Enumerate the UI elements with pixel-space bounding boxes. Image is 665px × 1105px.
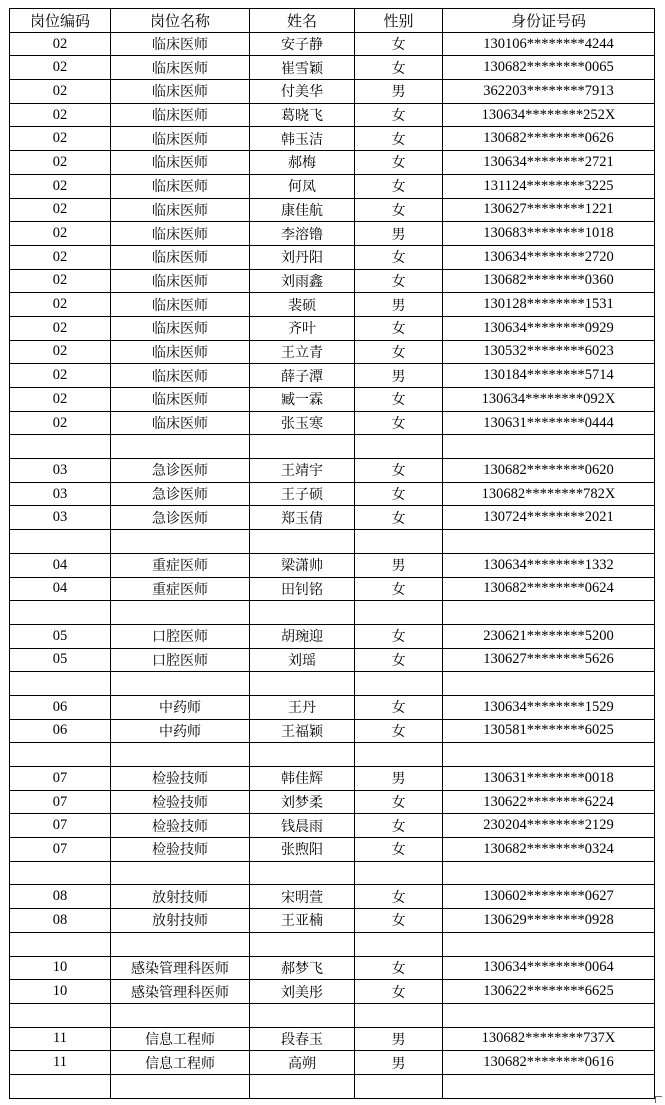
post-name-cell: 临床医师 [111, 32, 250, 56]
id-number-cell: 130622********6625 [443, 980, 655, 1004]
name-cell: 宋明萱 [250, 885, 355, 909]
gender-cell: 女 [355, 956, 443, 980]
table-row [10, 624, 655, 648]
name-cell: 康佳航 [250, 198, 355, 222]
gender-cell: 女 [355, 838, 443, 862]
gender-cell: 女 [355, 411, 443, 435]
id-number-cell [443, 672, 655, 696]
table-body [10, 32, 655, 1098]
gender-cell: 女 [355, 980, 443, 1004]
post-name-cell: 检验技师 [111, 767, 250, 791]
table-row [10, 932, 655, 956]
table-row [10, 1051, 655, 1075]
gender-cell: 女 [355, 127, 443, 151]
name-cell: 何凤 [250, 174, 355, 198]
name-cell: 崔雪颖 [250, 56, 355, 80]
id-number-cell [443, 743, 655, 767]
post-name-cell: 临床医师 [111, 198, 250, 222]
post-code-cell: 02 [10, 198, 111, 222]
post-code-cell: 07 [10, 814, 111, 838]
table-row [10, 56, 655, 80]
gender-cell: 女 [355, 103, 443, 127]
id-number-cell: 130631********0018 [443, 767, 655, 791]
gender-cell: 女 [355, 814, 443, 838]
name-cell: 张煦阳 [250, 838, 355, 862]
post-name-cell: 临床医师 [111, 245, 250, 269]
id-number-cell: 130634********0064 [443, 956, 655, 980]
id-number-cell: 130634********092X [443, 388, 655, 412]
gender-cell: 男 [355, 767, 443, 791]
id-number-cell: 130634********0929 [443, 316, 655, 340]
table-row [10, 482, 655, 506]
id-number-cell: 130682********0624 [443, 577, 655, 601]
name-cell: 刘瑶 [250, 648, 355, 672]
gender-cell [355, 1003, 443, 1027]
id-number-cell: 130682********0616 [443, 1051, 655, 1075]
id-number-cell: 230621********5200 [443, 624, 655, 648]
gender-cell: 女 [355, 56, 443, 80]
post-code-cell: 02 [10, 411, 111, 435]
name-cell: 王靖宇 [250, 459, 355, 483]
post-code-cell: 05 [10, 624, 111, 648]
name-cell: 薛子潭 [250, 364, 355, 388]
name-cell: 葛晓飞 [250, 103, 355, 127]
gender-cell: 女 [355, 648, 443, 672]
gender-cell: 女 [355, 482, 443, 506]
name-cell: 付美华 [250, 80, 355, 104]
id-number-cell: 130106********4244 [443, 32, 655, 56]
id-number-cell: 130622********6224 [443, 790, 655, 814]
id-number-cell: 130682********0360 [443, 269, 655, 293]
post-name-cell: 临床医师 [111, 151, 250, 175]
header-gender: 性别 [355, 9, 443, 33]
post-code-cell: 07 [10, 790, 111, 814]
id-number-cell: 130634********2721 [443, 151, 655, 175]
id-number-cell: 131124********3225 [443, 174, 655, 198]
id-number-cell: 130184********5714 [443, 364, 655, 388]
post-name-cell: 感染管理科医师 [111, 956, 250, 980]
name-cell: 王立青 [250, 340, 355, 364]
post-name-cell: 中药师 [111, 719, 250, 743]
table-row [10, 127, 655, 151]
id-number-cell [443, 1003, 655, 1027]
id-number-cell [443, 530, 655, 554]
id-number-cell: 130682********782X [443, 482, 655, 506]
table-row [10, 198, 655, 222]
post-name-cell: 临床医师 [111, 340, 250, 364]
post-code-cell: 02 [10, 174, 111, 198]
post-name-cell: 急诊医师 [111, 459, 250, 483]
gender-cell: 女 [355, 909, 443, 933]
table-row [10, 695, 655, 719]
name-cell: 王亚楠 [250, 909, 355, 933]
name-cell [250, 530, 355, 554]
name-cell: 韩佳辉 [250, 767, 355, 791]
id-number-cell: 130683********1018 [443, 222, 655, 246]
post-name-cell [111, 435, 250, 459]
id-number-cell [443, 932, 655, 956]
post-code-cell: 06 [10, 695, 111, 719]
post-code-cell: 11 [10, 1051, 111, 1075]
gender-cell: 女 [355, 624, 443, 648]
post-name-cell: 临床医师 [111, 364, 250, 388]
name-cell [250, 743, 355, 767]
post-code-cell: 06 [10, 719, 111, 743]
gender-cell: 男 [355, 293, 443, 317]
post-code-cell [10, 1003, 111, 1027]
name-cell: 田钊铭 [250, 577, 355, 601]
header-id-number: 身份证号码 [443, 9, 655, 33]
post-code-cell [10, 743, 111, 767]
post-code-cell: 08 [10, 885, 111, 909]
post-code-cell: 02 [10, 269, 111, 293]
name-cell: 韩玉洁 [250, 127, 355, 151]
post-name-cell: 信息工程师 [111, 1027, 250, 1051]
gender-cell [355, 932, 443, 956]
table-row [10, 316, 655, 340]
table-row [10, 506, 655, 530]
name-cell: 齐叶 [250, 316, 355, 340]
table-row [10, 553, 655, 577]
name-cell: 王子硕 [250, 482, 355, 506]
table-row [10, 174, 655, 198]
id-number-cell: 130682********0626 [443, 127, 655, 151]
post-name-cell: 重症医师 [111, 577, 250, 601]
post-code-cell: 02 [10, 127, 111, 151]
post-code-cell: 02 [10, 222, 111, 246]
gender-cell: 女 [355, 388, 443, 412]
gender-cell: 男 [355, 364, 443, 388]
post-code-cell: 10 [10, 956, 111, 980]
post-name-cell: 口腔医师 [111, 624, 250, 648]
gender-cell: 女 [355, 790, 443, 814]
post-name-cell: 感染管理科医师 [111, 980, 250, 1004]
name-cell: 裴硕 [250, 293, 355, 317]
post-name-cell: 放射技师 [111, 885, 250, 909]
id-number-cell: 130128********1531 [443, 293, 655, 317]
table-row [10, 1003, 655, 1027]
table-row [10, 245, 655, 269]
gender-cell: 女 [355, 885, 443, 909]
post-name-cell: 中药师 [111, 695, 250, 719]
post-code-cell [10, 601, 111, 625]
table-row [10, 743, 655, 767]
gender-cell: 女 [355, 32, 443, 56]
header-name: 姓名 [250, 9, 355, 33]
post-code-cell [10, 672, 111, 696]
id-number-cell: 362203********7913 [443, 80, 655, 104]
name-cell [250, 861, 355, 885]
gender-cell: 女 [355, 174, 443, 198]
post-name-cell [111, 743, 250, 767]
table-row [10, 861, 655, 885]
name-cell [250, 672, 355, 696]
header-post-code: 岗位编码 [10, 9, 111, 33]
gender-cell: 女 [355, 245, 443, 269]
table-row [10, 672, 655, 696]
table-row [10, 364, 655, 388]
id-number-cell [443, 1074, 655, 1098]
post-name-cell [111, 601, 250, 625]
table-row [10, 838, 655, 862]
table-row [10, 222, 655, 246]
table-row [10, 80, 655, 104]
id-number-cell: 130682********0620 [443, 459, 655, 483]
post-code-cell: 02 [10, 103, 111, 127]
name-cell: 郝梅 [250, 151, 355, 175]
id-number-cell: 130724********2021 [443, 506, 655, 530]
id-number-cell [443, 861, 655, 885]
table-row [10, 435, 655, 459]
gender-cell: 女 [355, 506, 443, 530]
name-cell: 段春玉 [250, 1027, 355, 1051]
post-code-cell: 03 [10, 482, 111, 506]
id-number-cell: 230204********2129 [443, 814, 655, 838]
name-cell [250, 932, 355, 956]
gender-cell: 男 [355, 1051, 443, 1075]
gender-cell: 男 [355, 553, 443, 577]
name-cell: 臧一霖 [250, 388, 355, 412]
post-name-cell: 急诊医师 [111, 482, 250, 506]
table-row [10, 577, 655, 601]
post-name-cell: 临床医师 [111, 127, 250, 151]
post-code-cell [10, 435, 111, 459]
gender-cell: 女 [355, 695, 443, 719]
post-code-cell: 08 [10, 909, 111, 933]
gender-cell: 男 [355, 222, 443, 246]
post-code-cell [10, 932, 111, 956]
name-cell: 刘雨鑫 [250, 269, 355, 293]
post-name-cell: 临床医师 [111, 103, 250, 127]
post-name-cell: 临床医师 [111, 222, 250, 246]
gender-cell: 女 [355, 577, 443, 601]
post-code-cell: 10 [10, 980, 111, 1004]
post-code-cell: 03 [10, 459, 111, 483]
id-number-cell: 130682********0324 [443, 838, 655, 862]
post-code-cell: 02 [10, 245, 111, 269]
post-code-cell: 02 [10, 80, 111, 104]
id-number-cell: 130634********1332 [443, 553, 655, 577]
post-name-cell [111, 1003, 250, 1027]
name-cell: 胡琬迎 [250, 624, 355, 648]
table-row [10, 459, 655, 483]
post-name-cell: 检验技师 [111, 814, 250, 838]
id-number-cell: 130627********1221 [443, 198, 655, 222]
name-cell: 刘梦柔 [250, 790, 355, 814]
gender-cell [355, 672, 443, 696]
table-row [10, 814, 655, 838]
name-cell [250, 435, 355, 459]
post-name-cell: 临床医师 [111, 80, 250, 104]
table-row [10, 601, 655, 625]
table-row [10, 269, 655, 293]
gender-cell: 女 [355, 719, 443, 743]
gender-cell [355, 601, 443, 625]
table-row [10, 909, 655, 933]
header-post-name: 岗位名称 [111, 9, 250, 33]
name-cell [250, 1003, 355, 1027]
table-row [10, 411, 655, 435]
name-cell: 梁潇帅 [250, 553, 355, 577]
name-cell: 高朔 [250, 1051, 355, 1075]
table-row [10, 885, 655, 909]
gender-cell: 女 [355, 340, 443, 364]
table-row [10, 956, 655, 980]
id-number-cell [443, 435, 655, 459]
id-number-cell: 130634********2720 [443, 245, 655, 269]
post-name-cell: 口腔医师 [111, 648, 250, 672]
post-code-cell: 07 [10, 767, 111, 791]
post-name-cell [111, 530, 250, 554]
name-cell: 王丹 [250, 695, 355, 719]
name-cell: 李溶镥 [250, 222, 355, 246]
post-code-cell: 02 [10, 293, 111, 317]
gender-cell: 女 [355, 151, 443, 175]
gender-cell: 女 [355, 269, 443, 293]
table-row [10, 719, 655, 743]
post-code-cell: 03 [10, 506, 111, 530]
candidate-table [9, 8, 655, 1099]
table-row [10, 1027, 655, 1051]
gender-cell: 女 [355, 316, 443, 340]
post-name-cell: 临床医师 [111, 56, 250, 80]
name-cell: 郑玉倩 [250, 506, 355, 530]
gender-cell: 女 [355, 459, 443, 483]
gender-cell [355, 861, 443, 885]
id-number-cell: 130634********252X [443, 103, 655, 127]
post-name-cell: 检验技师 [111, 790, 250, 814]
page-corner-mark [655, 1096, 662, 1103]
id-number-cell: 130634********1529 [443, 695, 655, 719]
post-code-cell: 04 [10, 577, 111, 601]
post-code-cell [10, 530, 111, 554]
post-name-cell: 急诊医师 [111, 506, 250, 530]
gender-cell [355, 530, 443, 554]
post-code-cell [10, 1074, 111, 1098]
post-code-cell: 02 [10, 388, 111, 412]
post-name-cell [111, 861, 250, 885]
gender-cell: 男 [355, 1027, 443, 1051]
post-code-cell: 02 [10, 340, 111, 364]
table-row [10, 340, 655, 364]
table-row [10, 293, 655, 317]
post-name-cell: 重症医师 [111, 553, 250, 577]
id-number-cell: 130532********6023 [443, 340, 655, 364]
table-row [10, 648, 655, 672]
table-row [10, 530, 655, 554]
table-row [10, 151, 655, 175]
gender-cell: 女 [355, 198, 443, 222]
gender-cell [355, 1074, 443, 1098]
table-row [10, 388, 655, 412]
gender-cell [355, 743, 443, 767]
post-name-cell: 临床医师 [111, 269, 250, 293]
name-cell: 刘美彤 [250, 980, 355, 1004]
table-row [10, 767, 655, 791]
gender-cell [355, 435, 443, 459]
post-code-cell: 05 [10, 648, 111, 672]
post-code-cell: 02 [10, 316, 111, 340]
id-number-cell: 130627********5626 [443, 648, 655, 672]
id-number-cell: 130629********0928 [443, 909, 655, 933]
id-number-cell: 130602********0627 [443, 885, 655, 909]
post-code-cell: 02 [10, 151, 111, 175]
id-number-cell: 130581********6025 [443, 719, 655, 743]
post-name-cell: 检验技师 [111, 838, 250, 862]
post-name-cell [111, 932, 250, 956]
name-cell: 张玉寒 [250, 411, 355, 435]
id-number-cell: 130682********737X [443, 1027, 655, 1051]
id-number-cell: 130631********0444 [443, 411, 655, 435]
post-code-cell: 04 [10, 553, 111, 577]
name-cell [250, 1074, 355, 1098]
post-name-cell: 临床医师 [111, 293, 250, 317]
post-code-cell [10, 861, 111, 885]
id-number-cell [443, 601, 655, 625]
gender-cell: 男 [355, 80, 443, 104]
post-name-cell: 信息工程师 [111, 1051, 250, 1075]
table-row [10, 1074, 655, 1098]
post-name-cell: 临床医师 [111, 174, 250, 198]
post-name-cell [111, 1074, 250, 1098]
table-row [10, 980, 655, 1004]
post-code-cell: 07 [10, 838, 111, 862]
id-number-cell: 130682********0065 [443, 56, 655, 80]
post-name-cell [111, 672, 250, 696]
name-cell: 安子静 [250, 32, 355, 56]
post-code-cell: 02 [10, 56, 111, 80]
post-name-cell: 临床医师 [111, 388, 250, 412]
table-row [10, 790, 655, 814]
post-code-cell: 02 [10, 364, 111, 388]
post-code-cell: 11 [10, 1027, 111, 1051]
name-cell [250, 601, 355, 625]
table-row [10, 103, 655, 127]
post-name-cell: 临床医师 [111, 316, 250, 340]
name-cell: 郝梦飞 [250, 956, 355, 980]
post-code-cell: 02 [10, 32, 111, 56]
post-name-cell: 临床医师 [111, 411, 250, 435]
table-row [10, 32, 655, 56]
name-cell: 钱晨雨 [250, 814, 355, 838]
header-row [10, 9, 655, 33]
name-cell: 刘丹阳 [250, 245, 355, 269]
name-cell: 王福颖 [250, 719, 355, 743]
post-name-cell: 放射技师 [111, 909, 250, 933]
